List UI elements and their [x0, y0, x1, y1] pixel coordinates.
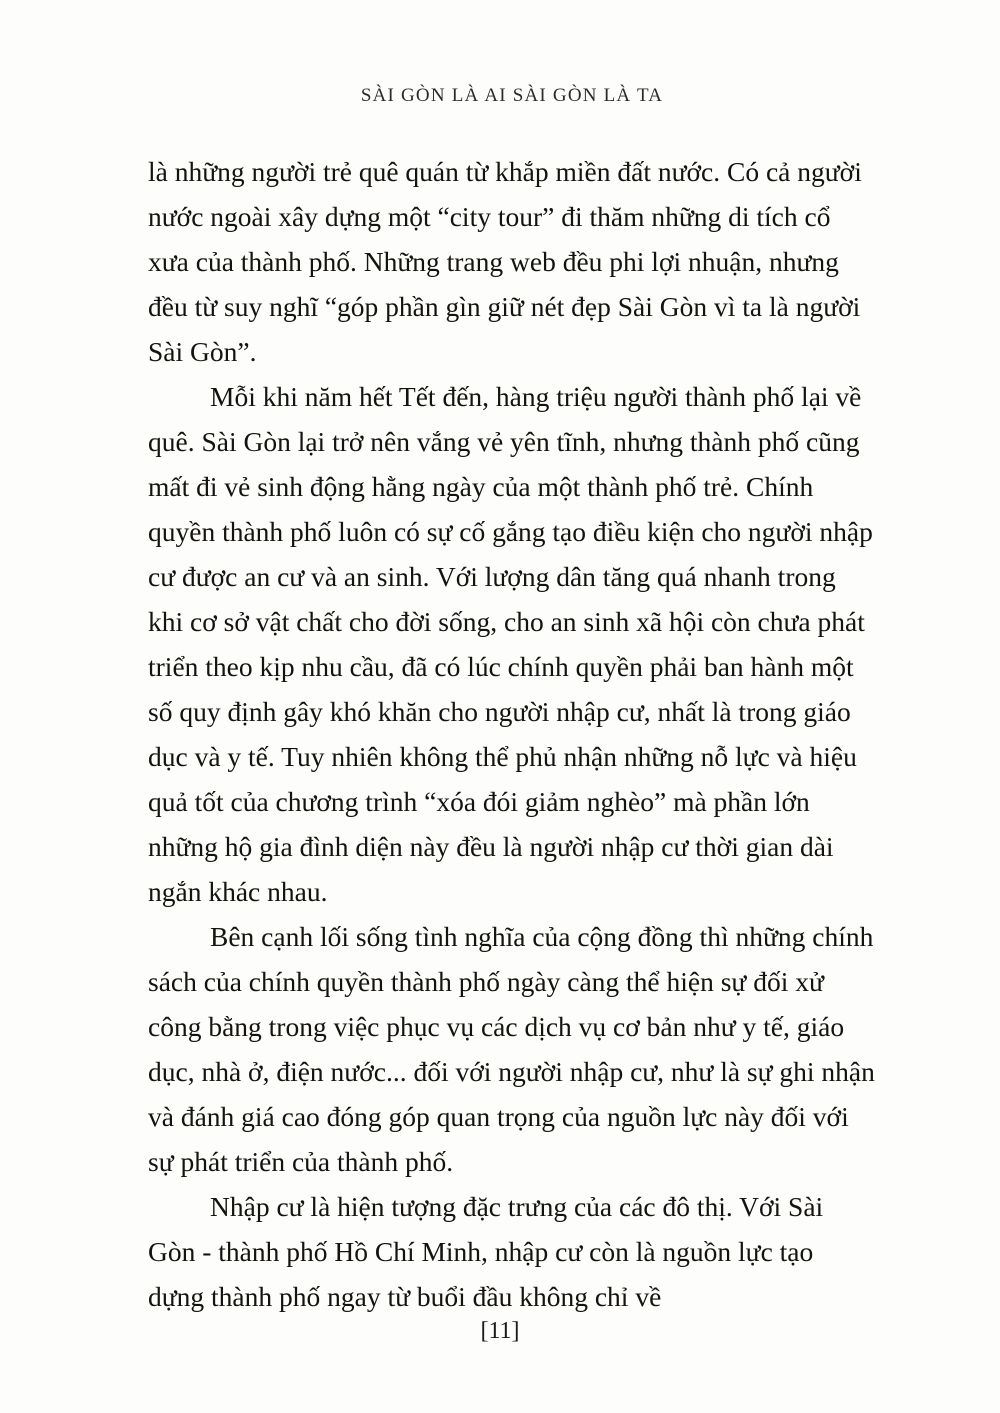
paragraph: Bên cạnh lối sống tình nghĩa của cộng đồng thì những chính sách của chính quyền thành phố ngày càng thể hiện sự đối xử công bằng trong việc phục vụ các dịch vụ cơ bản như y tế, giáo dục, nhà ở, điện nước... đối với người nhập cư, như là sự ghi nhận và đánh giá cao đóng góp quan trọng của nguồn lực này đối với sự phát triển của thành phố.	[148, 921, 875, 1177]
running-head: SÀI GÒN LÀ AI SÀI GÒN LÀ TA	[360, 85, 664, 106]
page-number: [11]	[480, 1318, 520, 1344]
body-text	[148, 149, 876, 1319]
page-text-block	[148, 0, 876, 1413]
paragraph: là những người trẻ quê quán từ khắp miền đất nước. Có cả người nước ngoài xây dựng một “city tour” đi thăm những di tích cổ xưa của thành phố. Những trang web đều phi lợi nhuận, nhưng đều từ suy nghĩ “góp phần gìn giữ nét đẹp Sài Gòn vì ta là người Sài Gòn”.	[148, 156, 862, 367]
paragraph: Nhập cư là hiện tượng đặc trưng của các đô thị. Với Sài Gòn - thành phố Hồ Chí Minh, nhập cư còn là nguồn lực tạo dựng thành phố ngay từ buổi đầu không chỉ về	[148, 1191, 824, 1312]
paragraph: Mỗi khi năm hết Tết đến, hàng triệu người thành phố lại về quê. Sài Gòn lại trở nên vắng vẻ yên tĩnh, nhưng thành phố cũng mất đi vẻ sinh động hằng ngày của một thành phố trẻ. Chính quyền thành phố luôn có sự cố gắng tạo điều kiện cho người nhập cư được an cư và an sinh. Với lượng dân tăng quá nhanh trong khi cơ sở vật chất cho đời sống, cho an sinh xã hội còn chưa phát triển theo kịp nhu cầu, đã có lúc chính quyền phải ban hành một số quy định gây khó khăn cho người nhập cư, nhất là trong giáo dục và y tế. Tuy nhiên không thể phủ nhận những nỗ lực và hiệu quả tốt của chương trình “xóa đói giảm nghèo” mà phần lớn những hộ gia đình diện này đều là người nhập cư thời gian dài ngắn khác nhau.	[148, 381, 873, 907]
